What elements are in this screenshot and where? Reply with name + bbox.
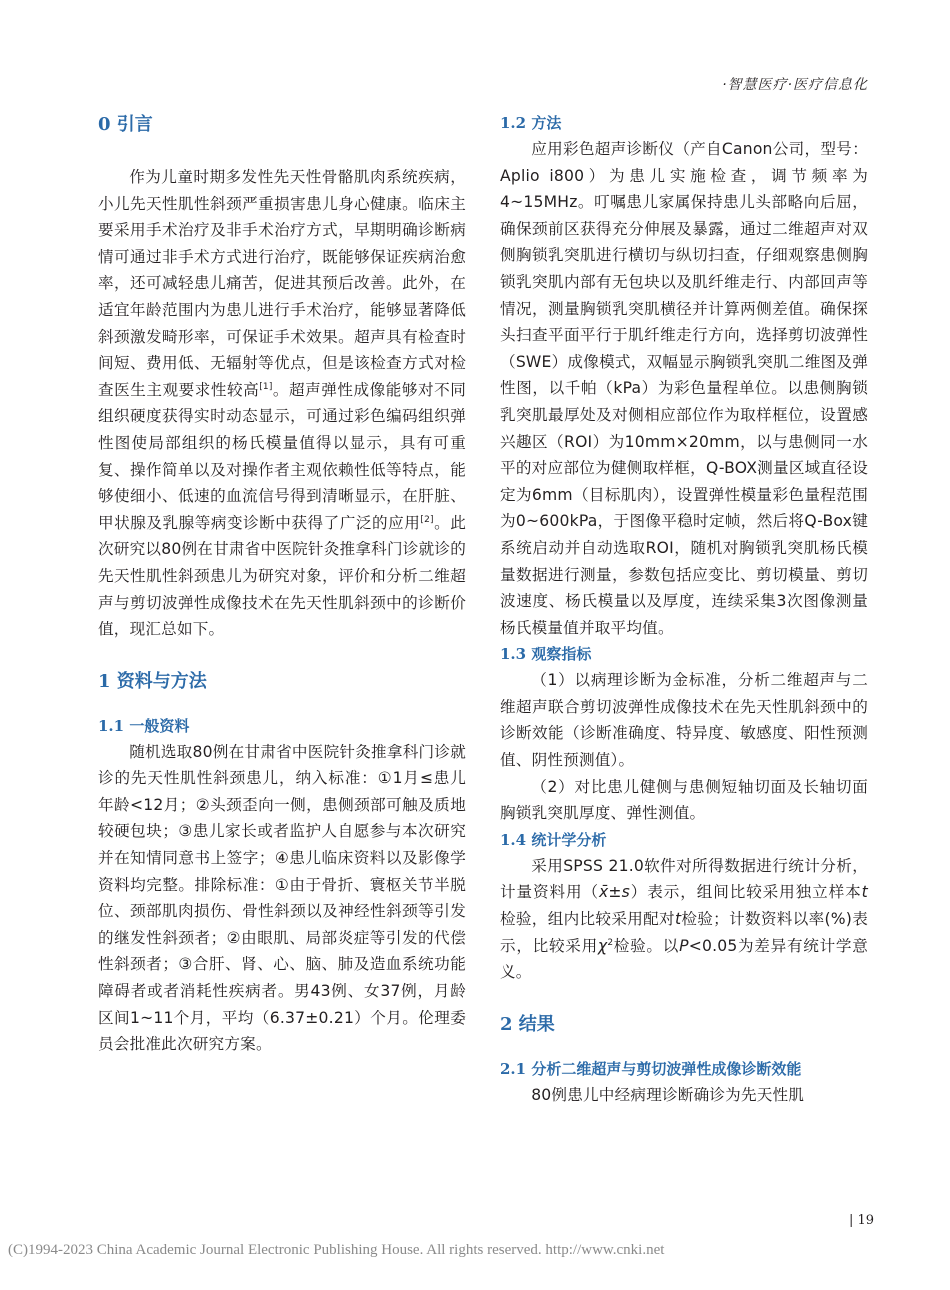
section-1-heading: 1 资料与方法 bbox=[98, 670, 207, 692]
section-2-heading: 2 结果 bbox=[500, 1013, 555, 1035]
citation-2[interactable]: [2] bbox=[420, 514, 434, 525]
citation-1[interactable]: [1] bbox=[259, 381, 273, 392]
section-1-3-paragraph-2: （2）对比患儿健侧与患侧短轴切面及长轴切面胸锁乳突肌厚度、弹性测值。 bbox=[500, 777, 868, 823]
section-1-1-paragraph: 随机选取80例在甘肃省中医院针灸推拿科门诊就诊的先天性肌性斜颈患儿，纳入标准：①1月≤患儿年龄<12月；②头颈歪向一侧，患侧颈部可触及质地较硬包块；③患儿家长或者监护人自愿参与本次研究并在知情同意书上签字；④患儿临床资料以及影像学资料均完整。排除标准：①由于骨折、寰枢关节半脱位、颈部肌肉损伤、骨性斜颈以及神经性斜颈等引发的继发性斜颈者；②由眼肌、局部炎症等引发的代偿性斜颈者；③合肝、肾、心、脑、肺及造血系统功能障碍者或者消耗性疾病者。男43例、女37例，月龄区间1~11个月，平均（6.37±0.21）个月。伦理委员会批准此次研究方案。 bbox=[98, 742, 466, 1054]
spacer bbox=[500, 986, 868, 1010]
running-header: ·智慧医疗·医疗信息化 bbox=[722, 77, 868, 93]
spacer bbox=[500, 1040, 868, 1056]
section-2-1-heading: 2.1 分析二维超声与剪切波弹性成像诊断效能 bbox=[500, 1059, 802, 1078]
left-column bbox=[98, 110, 466, 1058]
page-number: | 19 bbox=[848, 1213, 874, 1228]
spacer bbox=[98, 140, 466, 164]
spacer bbox=[98, 643, 466, 667]
copyright-line: (C)1994-2023 China Academic Journal Electronic Publishing House. All rights reserved. http://www.cnki.net bbox=[8, 1242, 665, 1258]
section-1-3-heading: 1.3 观察指标 bbox=[500, 645, 592, 664]
section-1-4-paragraph: 采用SPSS 21.0软件对所得数据进行统计分析，计量资料用（x̄±s）表示，组间比较采用独立样本t检验，组内比较采用配对t检验；计数资料以率(%)表示，比较采用$\chi^2$检验。以P<0.05为差异有统计学意义。 bbox=[500, 856, 869, 982]
section-0-heading: 0 引言 bbox=[98, 114, 153, 135]
section-1-3-paragraph-1: （1）以病理诊断为金标准，分析二维超声与二维超声联合剪切波弹性成像技术在先天性肌斜颈中的诊断效能（诊断准确度、特异度、敏感度、阳性预测值、阴性预测值）。 bbox=[500, 671, 868, 770]
section-2-1-paragraph: 80例患儿中经病理诊断确诊为先天性肌 bbox=[531, 1085, 805, 1104]
section-1-4-heading: 1.4 统计学分析 bbox=[500, 830, 607, 849]
section-0-paragraph: 作为儿童时期多发性先天性骨骼肌肉系统疾病，小儿先天性肌性斜颈严重损害患儿身心健康。临床主要采用手术治疗及非手术治疗方式，早期明确诊断病情可通过非手术方式进行治疗，既能够保证疾病治愈率，还可减轻患儿痛苦，促进其预后改善。此外，在适宜年龄范围内为患儿进行手术治疗，能够显著降低斜颈激发畸形率，可保证手术效果。超声具有检查时间短、费用低、无辐射等优点，但是该检查方式对检查医生主观要求性较高[1]。超声弹性成像能够对不同组织硬度获得实时动态显示，可通过彩色编码组织弹性图使局部组织的杨氏模量值得以显示，具有可重复、操作简单以及对操作者主观依赖性低等特点，能够使细小、低速的血流信号得到清晰显示，在肝脏、甲状腺及乳腺等病变诊断中获得了广泛的应用[2]。此次研究以80例在甘肃省中医院针灸推拿科门诊就诊的先天性肌性斜颈患儿为研究对象，评价和分析二维超声与剪切波弹性成像技术在先天性肌斜颈中的诊断价值，现汇总如下。 bbox=[98, 168, 466, 639]
section-1-1-heading: 1.1 一般资料 bbox=[98, 716, 190, 735]
spacer bbox=[98, 697, 466, 713]
section-1-2-heading: 1.2 方法 bbox=[500, 114, 562, 132]
section-1-2-paragraph: 应用彩色超声诊断仪（产自Canon公司，型号：Aplio i800）为患儿实施检查，调节频率为4~15MHz。叮嘱患儿家属保持患儿头部略向后屈，确保颈前区获得充分伸展及暴露，通过二维超声对双侧胸锁乳突肌进行横切与纵切扫查，仔细观察患侧胸锁乳突肌内部有无包块以及肌纤维走行、内部回声等情况，测量胸锁乳突肌横径并计算两侧差值。确保探头扫查平面平行于肌纤维走行方向，选择剪切波弹性（SWE）成像模式，双幅显示胸锁乳突肌二维图及弹性图，以千帕（kPa）为彩色量程单位。以患侧胸锁乳突肌最厚处及对侧相应部位作为取样框位，设置感兴趣区（ROI）为10mm×20mm，以与患侧同一水平的对应部位为健侧取样框，Q-BOX测量区域直径设定为6mm（目标肌肉），设置弹性模量彩色量程范围为0~600kPa，于图像平稳时定帧，然后将Q-Box键系统启动并自动选取ROI，随机对胸锁乳突肌杨氏模量数据进行测量，参数包括应变比、剪切模量、剪切波速度、杨氏模量以及厚度，连续采集3次图像测量杨氏模量值并取平均值。 bbox=[500, 140, 868, 637]
right-column bbox=[500, 110, 868, 1108]
